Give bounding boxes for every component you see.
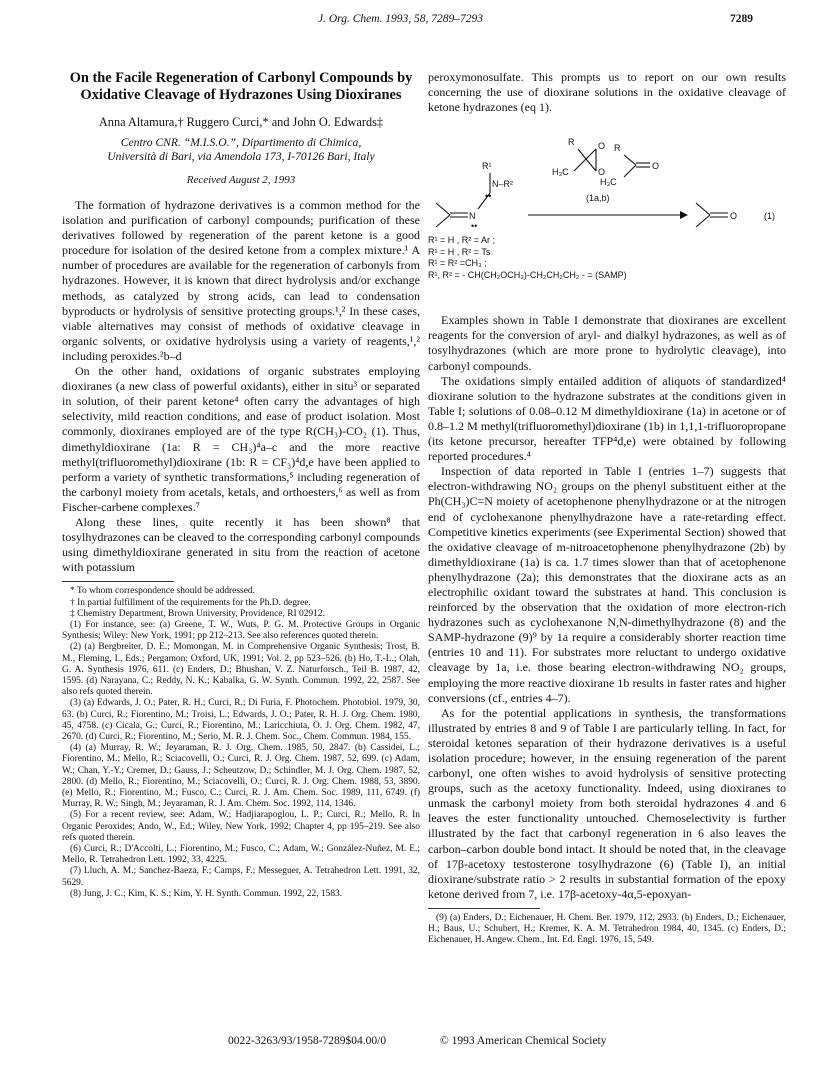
product-o: O: [730, 211, 738, 222]
footnote-separator: [428, 908, 540, 909]
bond: [586, 149, 596, 159]
right-intro: [428, 70, 786, 115]
reaction-scheme: [428, 115, 786, 283]
methyl-label: H₃C: [552, 167, 569, 178]
footnote: ‡ Chemistry Department, Brown University, Providence, RI 02912.: [70, 608, 325, 619]
arrow-head: [680, 211, 688, 219]
legend-line: R¹ = R² =CH₃ ;: [428, 258, 487, 269]
article-title: On the Facile Regeneration of Carbonyl Compounds by Oxidative Cleavage of Hydrazones Using Dioxiranes: [69, 70, 413, 103]
page-number: 7289: [730, 13, 753, 25]
bond: [436, 215, 450, 227]
paragraph: On the other hand, oxidations of organic substrates employing dioxiranes (a new class of powerful oxidants), either in situ³ or separated in solution, of their parent ketone⁴ often carry the advantages of high selectivity, mild reaction conditions, and ease of product isolation. Most commonly, dioxiranes employed are of the type R(CH₃)-CO₂ (1). Thus, dimethyldioxirane (1a: R = CH₃)⁴a–c and the more reactive methyl(trifluoromethyl)dioxirane (1b: R = CF₃)⁴d,e have been applied to perform a variety of synthetic transformations,⁵ including regeneration of the carbonyl moiety from acetals, ketals, and orthoesters,⁶ as well as from Fischer-carbene complexes.⁷: [62, 364, 420, 514]
lone-pair: ••: [485, 191, 492, 202]
footnote: * To whom correspondence should be addressed.: [70, 586, 255, 597]
substituent-legend: [428, 235, 627, 281]
equation-number: (1): [764, 211, 775, 222]
right-body-text: [428, 313, 786, 902]
bond: [578, 149, 586, 159]
footnote: (3) (a) Edwards, J. O.; Pater, R. H.; Curci, R.; Di Furia, F. Photochem. Photobiol. 1979, 30, 63. (b) Curci, R.; Fiorentino, M.; Troisi, L.; Edwards, J. O.; Pater, R. H. J. Org. Chem. 1980, 45, 4758. (c) Cicala, G.; Curci, R.; Fiorentino, M.; Laricchiuta, O. J. Org. Chem. 1982, 47, 2670. (d) Curci, R.; Fiorentino, M.; Serio, M. R. J. Chem. Soc., Chem. Commun. 1984, 155.: [62, 698, 420, 742]
right-column: [428, 70, 786, 947]
paragraph: Examples shown in Table I demonstrate that dioxiranes are excellent reagents for the conversion of aryl- and dialkyl hydrazones, as well as of tosylhydrazones (which are more prone to hydrolytic cleavage), into carbonyl compounds.: [428, 313, 786, 373]
bond: [586, 159, 596, 171]
reaction-diagram: [428, 119, 786, 239]
r1-label: R¹: [482, 161, 492, 172]
left-body-text: [62, 198, 420, 575]
paragraph: The oxidations simply entailed addition of aliquots of standardized⁴ dioxirane solution to the hydrazone substrates at the conditions given in Table I; solutions of 0.08–0.12 M dimethyldioxirane (1a) in acetone or of 0.8–1.2 M methyl(trifluoromethyl)dioxirane (1b) in 1,1,1-trifluoropropane (its ketone precursor, hereafter TFP⁴d,e) were obtained by following reported procedures.⁴: [428, 373, 786, 464]
bond: [696, 215, 710, 227]
affiliation-line: Università di Bari, via Amendola 173, I-70126 Bari, Italy: [107, 150, 375, 163]
bond: [624, 155, 636, 165]
left-footnotes: [62, 586, 420, 900]
dioxirane-o: O: [598, 141, 606, 152]
paragraph: Inspection of data reported in Table I (entries 1–7) suggests that electron-withdrawing NO₂ groups on the phenyl substituent either at the Ph(CH₃)C=N moiety of acetophenone phenylhydrazone or at the nitrogen end of cyclohexanone phenylhydrazone have a rate-retarding effect. Competitive kinetics experiments (see Experimental Section) showed that the oxidative cleavage of m-nitroacetophenone phenylhydrazone (2b) by dimethyldioxirane (1a) is ca. 1.7 times slower than that of acetophenone phenylhydrazone (2a); this demonstrates that the dioxirane acts as an electrophilic oxidant toward the substrates at hand. This conclusion is reinforced by the observation that the oxidation of more electron-rich hydrazones such as cyclohexanone N,N-dimethylhydrazone (8) and the SAMP-hydrazone (9)⁹ by 1a require a considerably shorter reaction time (entries 10 and 11). For substrates more reluctant to undergo oxidative cleavage by 1a, i.e. those bearing electron-withdrawing NO₂ groups, employing the more reactive dioxirane 1b results in faster rates and higher conversions (cf., entries 4–7).: [428, 464, 786, 705]
footnote-separator: [62, 581, 174, 582]
paragraph: peroxymonosulfate. This prompts us to report on our own results concerning the use of dioxirane solutions in the oxidative cleavage of ketone hydrazones (eq 1).: [428, 70, 786, 115]
paragraph: As for the potential applications in synthesis, the transformations illustrated by entries 8 and 9 of Table I are particularly telling. In fact, for steroidal ketones separation of their hydrazone derivatives is a useful isolation procedure; however, in the ensuing regeneration of the parent carbonyl, one often wishes to avoid hydrolysis of sensitive protecting groups, such as the acetoxy functionality. Indeed, using dioxiranes to unmask the carbonyl moiety from both steroidal hydrazones 4 and 6 leaves the ester functionality untouched. Chemoselectivity is further illustrated by the fact that carbonyl regeneration in 6 also leaves the carbon–carbon double bond intact. It should be noted that, in the cleavage of 17β-acetoxy testosterone tosylhydrazone (6) (Table I), an initial dioxirane/substrate ratio > 2 results in substantial formation of the epoxy ketone derived from 7, i.e. 17β-acetoxy-4α,5-epoxyan-: [428, 705, 786, 901]
footnote: (4) (a) Murray, R. W.; Jeyaraman, R. J. Org. Chem. 1985, 50, 2847. (b) Cassidei, L.; Fiorentino, M.; Mello, R.; Sciacovelli, O.; Curci, R. J. Org. Chem. 1987, 52, 699. (c) Adam, W.; Chan, Y.-Y.; Cremer, D.; Gauss, J.; Scheutzow, D.; Schindler, M. J. Org. Chem. 1987, 52, 2800. (d) Mello, R.; Fiorentino, M.; Sciacovelli, O.; Curci, R. J. Org. Chem. 1988, 53, 3890. (e) Mello, R.; Fiorentino, M.; Fusco, C.; Curci, R. J. Am. Chem. Soc. 1989, 111, 6749. (f) Murray, R. W.; Singh, M.; Jeyaraman, R. J. Am. Chem. Soc. 1992, 114, 1346.: [62, 743, 420, 810]
paragraph: Along these lines, quite recently it has been shown⁸ that tosylhydrazones can be cleaved to the corresponding carbonyl compounds using dimethyldioxirane generated in situ from the reaction of acetone with potassium: [62, 514, 420, 575]
bond: [624, 165, 636, 177]
legend-line: R¹, R² = - CH(CH₂OCH₃)-CH₂CH₂CH₂ - = (SAMP): [428, 269, 627, 280]
nr2-label: N–R²: [492, 179, 514, 190]
footnote: (1) For instance, see: (a) Greene, T. W., Wuts, P. G. M. Protective Groups in Organic Synthesis; Wiley: New York, 1991; pp 212–213. See also references quoted therein.: [62, 619, 420, 642]
footnote: (9) (a) Enders, D.; Eichenauer, H. Chem. Ber. 1979, 112, 2933. (b) Enders, D.; Eichenauer, H.; Baus, U.; Schubert, H.; Kremer, K. A. M. Tetrahedron 1984, 40, 1345. (c) Enders, D.; Eichenauer, H. Angew. Chem., Int. Ed. Engl. 1976, 15, 549.: [428, 912, 786, 946]
bond: [574, 159, 586, 171]
journal-header: J. Org. Chem. 1993, 58, 7289–7293: [318, 13, 484, 25]
footnote: (7) Lluch, A. M.; Sanchez-Baeza, F.; Camps, F.; Messeguer, A. Tetrahedron Lett. 1991, 32, 5629.: [62, 866, 420, 888]
dioxirane-o: O: [598, 167, 606, 178]
footnote: † In partial fulfillment of the requirements for the Ph.D. degree.: [70, 597, 311, 608]
received-date: Received August 2, 1993: [186, 174, 296, 186]
footnote: (6) Curci, R.; D'Accolti, L.; Fiorentino, M.; Fusco, C.; Adam, W.; González-Nuñez, M. E.; Mello, R. Tetrahedron Lett. 1992, 33, 4225.: [62, 844, 420, 866]
acetone-o: O: [652, 161, 660, 172]
bond: [696, 203, 710, 215]
legend-line: R¹ = H , R² = Ar ;: [428, 235, 496, 246]
n-label: N: [469, 211, 476, 222]
lone-pair: ••: [471, 221, 478, 232]
footnote: (8) Jung, J. C.; Kim, K. S.; Kim, Y. H. Synth. Commun. 1992, 22, 1583.: [70, 888, 343, 899]
dioxirane-r: R: [568, 137, 575, 148]
methyl-label: H₃C: [600, 177, 617, 188]
legend-line: R¹ = H , R² = Ts: [428, 246, 491, 257]
affiliation-line: Centro CNR. “M.I.S.O.”, Dipartimento di Chimica,: [120, 136, 362, 149]
author-list: Anna Altamura,† Ruggero Curci,* and John O. Edwards‡: [98, 115, 384, 129]
bond: [436, 203, 450, 215]
copyright: © 1993 American Chemical Society: [440, 1035, 607, 1047]
acetone-r: R: [614, 143, 621, 154]
article-code: 0022-3263/93/1958-7289$04.00/0: [228, 1035, 387, 1047]
affiliation: [62, 136, 420, 164]
right-footnotes: [428, 913, 786, 947]
left-column: [62, 70, 420, 900]
footnote: (2) (a) Bergbreiter, D. E.; Momongan, M. in Comprehensive Organic Synthesis; Trost, B. M., Fleming, I., Eds.; Pergamon: Oxford, UK, 1991; Vol. 2, pp 523–526. (b) Ho, T.-L.; Olah, G. A. Synthesis 1976, 611. (c) Enders, D.; Bhushan, V. Z. Naturforsch., Teil B. 1987, 42, 1595. (d) Narayana, C.; Reddy, N. K.; Kabalka, G. W. Synth. Commun. 1992, 22, 2587. See also refs quoted therein.: [62, 642, 420, 698]
reagent-label: (1a,b): [586, 193, 610, 204]
paragraph: The formation of hydrazone derivatives is a common method for the isolation and purification of carbonyl compounds; purification of these derivatives followed by regeneration of the parent ketone is a good procedure for isolation of the desired ketone from a complex mixture.¹ A number of procedures are available for the regeneration of carbonyls from hydrazones. However, it is known that direct hydrolysis and/or exchange methods, as catalyzed by strong acids, can lead to condensation byproducts or hydrolysis of sensitive protecting groups.¹,² In these cases, viable alternatives may consist of methods of oxidative cleavage in organic solvents, or oxidative hydrolysis using a variety of reagents,¹,² including peroxides.²b–d: [62, 198, 420, 363]
footnote: (5) For a recent review, see: Adam, W.; Hadjiarapoglou, L. P.; Curci, R.; Mello, R. In Organic Peroxides; Ando, W., Ed.; Wiley, New York, 1992; Chapter 4, pp 195–219. See also refs quoted therein.: [62, 810, 420, 843]
